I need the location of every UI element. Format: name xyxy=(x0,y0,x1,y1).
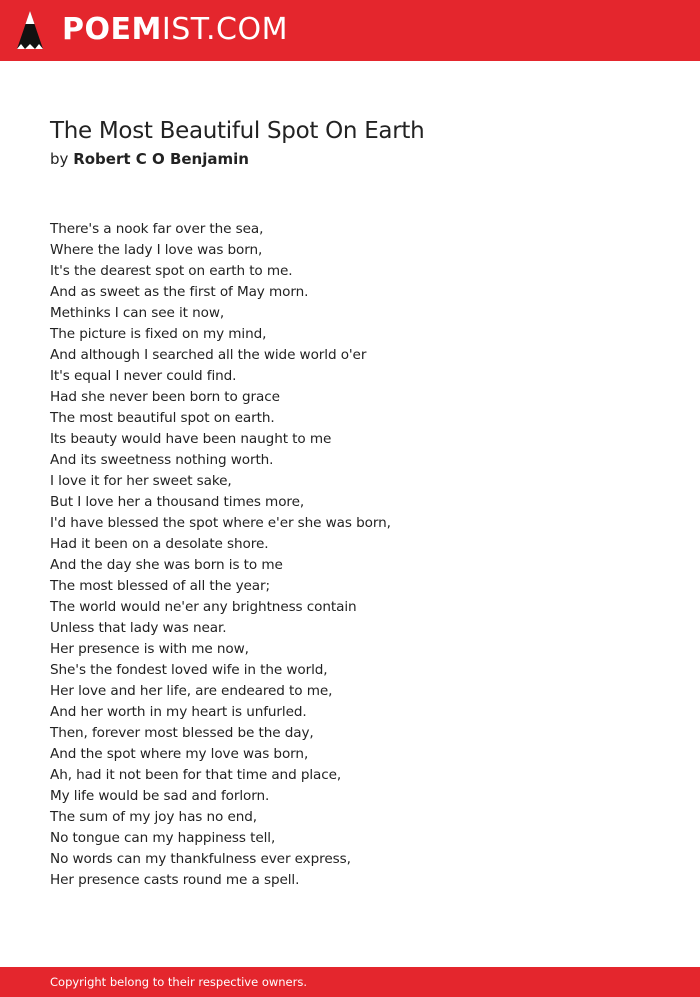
poem-line: No tongue can my happiness tell, xyxy=(50,830,276,846)
poem-byline xyxy=(50,148,249,170)
poem-line: I'd have blessed the spot where e'er she was born, xyxy=(50,515,391,531)
poem-line: And as sweet as the first of May morn. xyxy=(50,284,309,300)
poem-line: There's a nook far over the sea, xyxy=(50,221,264,237)
poem-line: Unless that lady was near. xyxy=(50,620,227,636)
site-footer xyxy=(0,967,700,997)
poem-line: Methinks I can see it now, xyxy=(50,305,225,321)
poem-line: And the spot where my love was born, xyxy=(50,746,309,762)
poem-line: Had she never been born to grace xyxy=(50,389,280,405)
poem-line: The most beautiful spot on earth. xyxy=(50,410,275,426)
poem-line: My life would be sad and forlorn. xyxy=(50,788,270,804)
poem-line: The sum of my joy has no end, xyxy=(50,809,257,825)
logo-bold-text: POEM xyxy=(62,12,162,47)
poem-line: And the day she was born is to me xyxy=(50,557,283,573)
site-header xyxy=(0,0,700,61)
poem-line: And its sweetness nothing worth. xyxy=(50,452,274,468)
pencil-logo-icon[interactable] xyxy=(15,9,45,53)
poem-line: It's the dearest spot on earth to me. xyxy=(50,263,293,279)
poem-line: I love it for her sweet sake, xyxy=(50,473,232,489)
poem-line: She's the fondest loved wife in the world, xyxy=(50,662,328,678)
poem-line: Her love and her life, are endeared to me, xyxy=(50,683,333,699)
poem-line: Then, forever most blessed be the day, xyxy=(50,725,314,741)
logo-light-text: IST.COM xyxy=(161,12,288,47)
poem-title: The Most Beautiful Spot On Earth xyxy=(50,118,425,144)
poem-line: Had it been on a desolate shore. xyxy=(50,536,269,552)
copyright-notice: Copyright belong to their respective owners. xyxy=(50,975,308,989)
poem-line: Its beauty would have been naught to me xyxy=(50,431,332,447)
poem-line: No words can my thankfulness ever express, xyxy=(50,851,351,867)
poem-line: The most blessed of all the year; xyxy=(50,578,271,594)
poem-line: But I love her a thousand times more, xyxy=(50,494,305,510)
poem-line: Her presence is with me now, xyxy=(50,641,249,657)
poem-body xyxy=(50,219,391,891)
site-logo[interactable] xyxy=(62,10,288,50)
byline-prefix: by xyxy=(50,150,69,168)
poem-author: Robert C O Benjamin xyxy=(73,150,249,168)
poem-line: It's equal I never could find. xyxy=(50,368,237,384)
poem-line: And her worth in my heart is unfurled. xyxy=(50,704,307,720)
poem-line: And although I searched all the wide world o'er xyxy=(50,347,367,363)
poem-line: The picture is fixed on my mind, xyxy=(50,326,267,342)
poem-line: Ah, had it not been for that time and place, xyxy=(50,767,342,783)
poem-line: Where the lady I love was born, xyxy=(50,242,263,258)
poem-line: Her presence casts round me a spell. xyxy=(50,872,300,888)
poem-line: The world would ne'er any brightness contain xyxy=(50,599,357,615)
